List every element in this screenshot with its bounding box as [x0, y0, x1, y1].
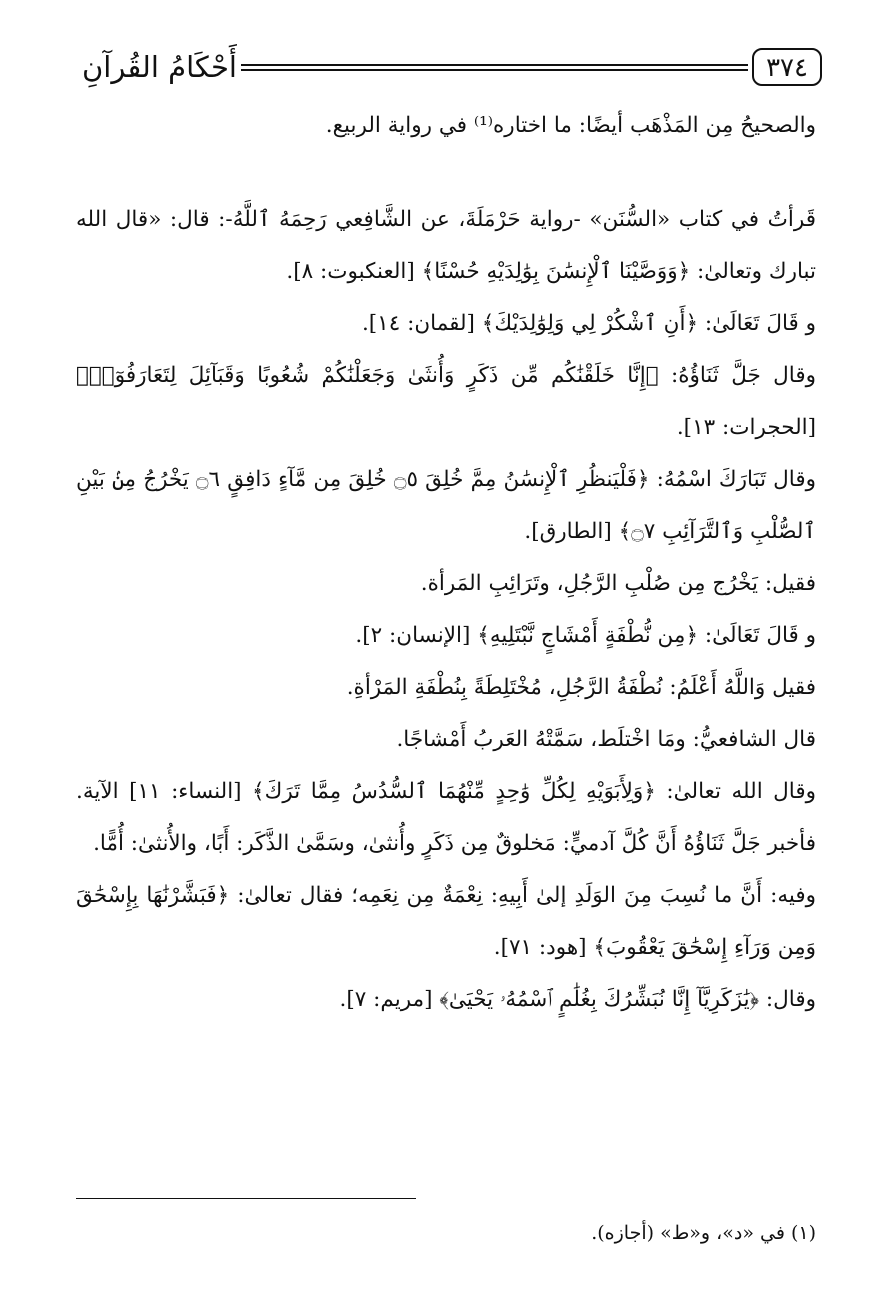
- paragraph-8: فقيل وَاللَّهُ أَعْلَمُ: نُطْفَةُ الرَّجُلِ، مُخْتَلِطَةً بِنُطْفَةِ المَرْأةِ.: [346, 675, 816, 700]
- book-title: أَحْكَامُ القُرآنِ: [82, 50, 237, 84]
- paragraph-12: وقال: ﴿يَٰزَكَرِيَّآ إِنَّا نُبَشِّرُكَ بِغُلَٰمٍ ٱسْمُهُۥ يَحْيَىٰ﴾ [مريم: ٧].: [339, 987, 816, 1012]
- page-body: [76, 100, 816, 1026]
- page-header: [74, 44, 822, 90]
- footnote-rule: [76, 1198, 416, 1199]
- paragraph-1: والصحيحُ مِن المَذْهَب أيضًا: ما اختاره⁽¹⁾ في رواية الربيع.: [325, 113, 816, 138]
- footnote: (١) في «د»، و«ط» (أجازه).: [591, 1222, 816, 1244]
- paragraph-2: قَرأتُ في كتاب «السُّنَن» -رواية حَرْمَلَةَ، عن الشَّافِعي رَحِمَهُ ٱللَّهُ-: قال: «قال الله تبارك وتعالىٰ: ﴿وَوَصَّيْنَا ٱلْإِنسَٰنَ بِوَٰلِدَيْهِ حُسْنًا﴾ [العنكبوت: ٨].: [76, 207, 816, 284]
- section-gap: [76, 152, 816, 194]
- paragraph-7: و قَالَ تَعَالَىٰ: ﴿مِن نُّطْفَةٍ أَمْشَاجٍ نَّبْتَلِيهِ﴾ [الإنسان: ٢].: [355, 623, 816, 648]
- page-number: ٣٧٤: [752, 48, 822, 86]
- paragraph-9: قال الشافعيُّ: ومَا اخْتلَط، سَمَّتْهُ العَربُ أَمْشاجًا.: [396, 727, 816, 752]
- paragraph-5: وقال تَبَارَكَ اسْمُهُ: ﴿فَلْيَنظُرِ ٱلْإِنسَٰنُ مِمَّ خُلِقَ ۝٥ خُلِقَ مِن مَّآءٍ دَافِقٍ ۝٦ يَخْرُجُ مِنۢ بَيْنِ ٱلصُّلْبِ وَٱلتَّرَآئِبِ ۝٧﴾ [الطارق].: [76, 467, 817, 544]
- paragraph-3: و قَالَ تَعَالَىٰ: ﴿أَنِ ٱشْكُرْ لِي وَلِوَٰلِدَيْكَ﴾ [لقمان: ١٤].: [361, 311, 816, 336]
- paragraph-11: وفيه: أَنَّ ما نُسِبَ مِنَ الوَلَدِ إلىٰ أَبِيهِ: نِعْمَةٌ مِن نِعَمِه؛ فقال تعالىٰ: ﴿فَبَشَّرْنَٰهَا بِإِسْحَٰقَ وَمِن وَرَآءِ إِسْحَٰقَ يَعْقُوبَ﴾ [هود: ٧١].: [76, 883, 816, 960]
- paragraph-10: وقال الله تعالىٰ: ﴿وَلِأَبَوَيْهِ لِكُلِّ وَٰحِدٍ مِّنْهُمَا ٱلسُّدُسُ مِمَّا تَرَكَ﴾ [النساء: ١١] الآية. فأخبر جَلَّ ثَنَاؤُهُ أَنَّ كُلَّ آدميٍّ: مَخلوقٌ مِن ذَكَرٍ وأُنثىٰ، وسَمَّىٰ الذَّكَر: أَبًا، والأُنثىٰ: أُمًّا.: [76, 779, 816, 856]
- header-rule: [241, 64, 748, 71]
- paragraph-4: وقال جَلَّ ثَنَاؤُهُ: ﴿إِنَّا خَلَقْنَٰكُم مِّن ذَكَرٍ وَأُنثَىٰ وَجَعَلْنَٰكُمْ شُعُوبًا وَقَبَآئِلَ لِتَعَارَفُوٓا۟﴾ [الحجرات: ١٣].: [76, 363, 816, 440]
- paragraph-6: فقيل: يَخْرُج مِن صُلْبِ الرَّجُلِ، وتَرَائِبِ المَرأة.: [420, 571, 816, 596]
